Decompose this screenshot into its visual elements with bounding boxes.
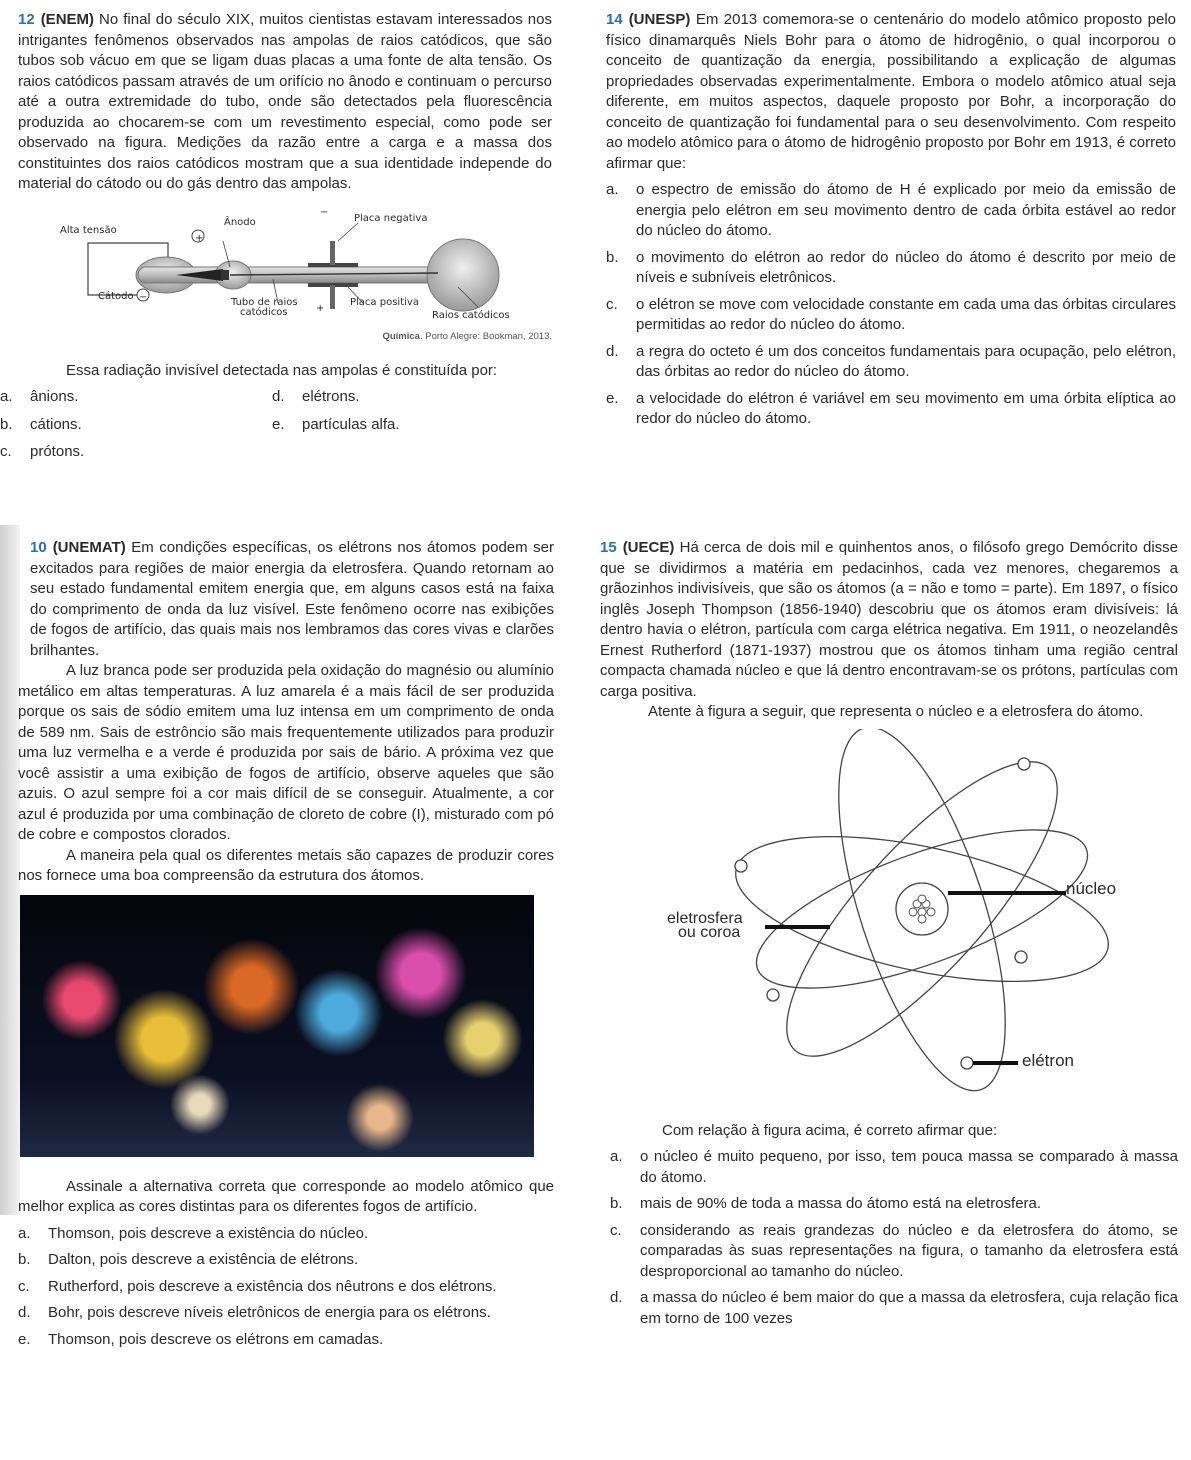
option-b[interactable]: b. cátions.: [0, 415, 82, 433]
page-edge-shadow: [0, 525, 20, 1215]
label-raios-catodicos: Raios catódicos: [432, 309, 510, 321]
question-source: (UNESP): [628, 11, 691, 28]
option-a[interactable]: a. o espectro de emissão do átomo de H é explicado por meio da emissão de energia pelo elétron em seu movimento dentro de cada órbita estável ao redor do núcleo do átomo.: [606, 181, 1176, 239]
question-12-options: [0, 387, 552, 463]
label-alta-tensao: Alta tensão: [60, 224, 117, 236]
question-10-options: [18, 1224, 554, 1351]
question-source: (UECE): [622, 539, 675, 556]
question-15-p1: 15 (UECE) Há cerca de dois mil e quinhentos anos, o filósofo grego Demócrito disse que se dividirmos a matéria em pedacinhos, cada vez menores, chegaremos a grãozinhos indivisíveis, que são os átomos (a = não e tomo = parte). Em 1897, o físico inglês Joseph Thompson (1856-1940) descobriu que os átomos eram divisíveis: lá dentro havia o elétron, partícula com carga elétrica negativa. Em 1911, o neozelandês Ernest Rutherford (1871-1937) mostrou que os átomos tinham uma região central compacta chamada núcleo e que lá dentro encontravam-se os prótons, partículas com carga positiva.: [600, 539, 1178, 700]
question-10-p1: 10 (UNEMAT) Em condições específicas, os elétrons nos átomos podem ser excitados para regiões de maior energia da eletrosfera. Quando retornam ao seu estado fundamental emitem energia que, em alguns casos está na faixa do comprimento de onda da luz visível. Este fenômeno ocorre nas exibições de fogos de artifício, das quais mais nos lembramos das cores vivas e clarões brilhantes.: [30, 539, 554, 659]
option-c[interactable]: c. o elétron se move com velocidade constante em cada uma das órbitas circulares permitidas ao redor do núcleo do átomo.: [606, 295, 1176, 333]
option-c[interactable]: c. prótons.: [0, 443, 85, 460]
fireworks-photo: [20, 895, 534, 1157]
label-eletrosfera: eletrosfera: [667, 909, 743, 927]
option-c[interactable]: c. Rutherford, pois descreve a existência dos nêutrons e dos elétrons.: [18, 1277, 497, 1295]
label-anodo: Ânodo: [224, 216, 256, 228]
question-10-p3: A maneira pela qual os diferentes metais são capazes de produzir cores nos fornece uma boa compreensão da estrutura dos átomos.: [18, 846, 554, 884]
option-d[interactable]: d. Bohr, pois descreve níveis eletrônicos de energia para os elétrons.: [18, 1304, 491, 1321]
figure-caption: Química. Porto Alegre: Bookman, 2013.: [382, 330, 552, 342]
question-14-options: [606, 180, 1176, 430]
question-10-p2: A luz branca pode ser produzida pela oxidação do magnésio ou alumínio metálico em altas temperaturas. A luz amarela é a mais fácil de ser produzida porque os sais de sódio emitem uma luz intensa em um comprimento de onda de 589 nm. Sais de estrôncio são mais frequentemente utilizados para produzir uma luz vermelha e a verde é produzida por sais de bário. A próxima vez que você assistir a uma exibição de fogos de artifício, observe aqueles que são azuis. O azul sempre foi a cor mais difícil de se conseguir. Atualmente, a cor azul é produzida por uma combinação de cloreto de cobre (I), misturado com pó de cobre e compostos clorados.: [18, 662, 554, 843]
label-eletron: elétron: [1022, 1050, 1074, 1070]
label-placa-positiva: Placa positiva: [350, 296, 419, 308]
option-a[interactable]: a. ânions.: [0, 388, 79, 405]
label-catodo: Cátodo: [98, 290, 134, 302]
question-10-prompt: Assinale a alternativa correta que corresponde ao modelo atômico que melhor explica as cores distintas para os diferentes fogos de artifício.: [18, 1177, 554, 1215]
label-tubo-2: catódicos: [240, 306, 288, 318]
question-14: [606, 10, 1176, 430]
question-15-prompt: Com relação à figura acima, é correto afirmar que:: [662, 1121, 998, 1139]
option-b[interactable]: b. Dalton, pois descreve a existência de elétrons.: [18, 1251, 359, 1268]
option-d[interactable]: d. a massa do núcleo é bem maior do que a massa da eletrosfera, cuja relação fica em torno de 100 vezes: [610, 1289, 1178, 1327]
label-plus-plate: +: [316, 302, 325, 314]
atom-figure: [600, 729, 1178, 1117]
label-minus-plate: −: [320, 206, 329, 218]
option-e[interactable]: e. partículas alfa.: [272, 415, 400, 433]
question-source: (ENEM): [40, 11, 95, 28]
cathode-ray-tube-figure: [18, 203, 552, 353]
label-plus-anodo: +: [195, 232, 204, 244]
option-d[interactable]: d. elétrons.: [272, 388, 360, 405]
label-placa-negativa: Placa negativa: [354, 212, 428, 224]
question-source: (UNEMAT): [52, 539, 126, 556]
option-a[interactable]: a. Thomson, pois descreve a existência do núcleo.: [18, 1224, 369, 1242]
option-c[interactable]: c. considerando as reais grandezas do núcleo e da eletrosfera do átomo, se comparadas às suas representações na figura, o tamanho da eletrosfera está desproporcional ao tamanho do núcleo.: [610, 1221, 1178, 1280]
question-10: [18, 538, 554, 1350]
option-e[interactable]: e. a velocidade do elétron é variável em seu movimento em uma órbita elíptica ao redor do núcleo do átomo.: [606, 389, 1176, 427]
question-15: [600, 538, 1178, 1329]
option-b[interactable]: b. o movimento do elétron ao redor do núcleo do átomo é descrito por meio de níveis e subníveis eletrônicos.: [606, 248, 1176, 286]
label-ou-coroa: ou coroa: [678, 923, 741, 941]
question-number: 12: [18, 11, 35, 28]
option-d[interactable]: d. a regra do octeto é um dos conceitos fundamentais para ocupação, pelo elétron, das órbitas ao redor do núcleo do átomo.: [606, 342, 1176, 380]
option-b[interactable]: b. mais de 90% de toda a massa do átomo está na eletrosfera.: [610, 1195, 1042, 1212]
label-minus-catodo: −: [139, 291, 148, 303]
question-12-text: 12 (ENEM) No final do século XIX, muitos cientistas estavam interessados nos intrigantes fenômenos observados nas ampolas de raios catódicos, que são tubos sob vácuo em que se ligam duas placas a uma fonte de alta tensão. Os raios catódicos passam através de um orifício no ânodo e continuam o percurso até a outra extremidade do tubo, onde são detectados pela fluorescência produzida ao chocarem-se com um revestimento especial, como pode ser observado na figura. Medições da razão entre a carga e a massa dos constituintes dos raios catódicos mostram que a sua identidade independe do material do cátodo ou do gás dentro das ampolas.: [18, 11, 552, 192]
option-e[interactable]: e. Thomson, pois descreve os elétrons em camadas.: [18, 1330, 384, 1348]
question-12-prompt: Essa radiação invisível detectada nas ampolas é constituída por:: [66, 361, 498, 379]
question-14-text: 14 (UNESP) Em 2013 comemora-se o centenário do modelo atômico proposto pelo físico dinamarquês Niels Bohr para o átomo de hidrogênio, o qual incorporou o conceito de quantização da energia, possibilitando a explicação de algumas propriedades observadas experimentalmente. Embora o modelo atômico atual seja diferente, em muitos aspectos, daquele proposto por Bohr, a incorporação do conceito de quantização foi fundamental para o seu desenvolvimento. Com respeito ao modelo atômico para o átomo de hidrogênio proposto por Bohr em 1913, é correto afirmar que:: [606, 11, 1176, 172]
option-a[interactable]: a. o núcleo é muito pequeno, por isso, tem pouca massa se comparado à massa do átomo.: [610, 1148, 1178, 1186]
question-number: 14: [606, 11, 623, 28]
question-number: 10: [30, 539, 47, 556]
question-15-options: [600, 1147, 1178, 1329]
question-12: [0, 10, 552, 463]
question-number: 15: [600, 539, 617, 556]
question-15-p2: Atente à figura a seguir, que representa o núcleo e a eletrosfera do átomo.: [648, 703, 1144, 720]
label-nucleo: núcleo: [1066, 878, 1117, 898]
label-tubo-1: Tubo de raios: [231, 296, 298, 308]
